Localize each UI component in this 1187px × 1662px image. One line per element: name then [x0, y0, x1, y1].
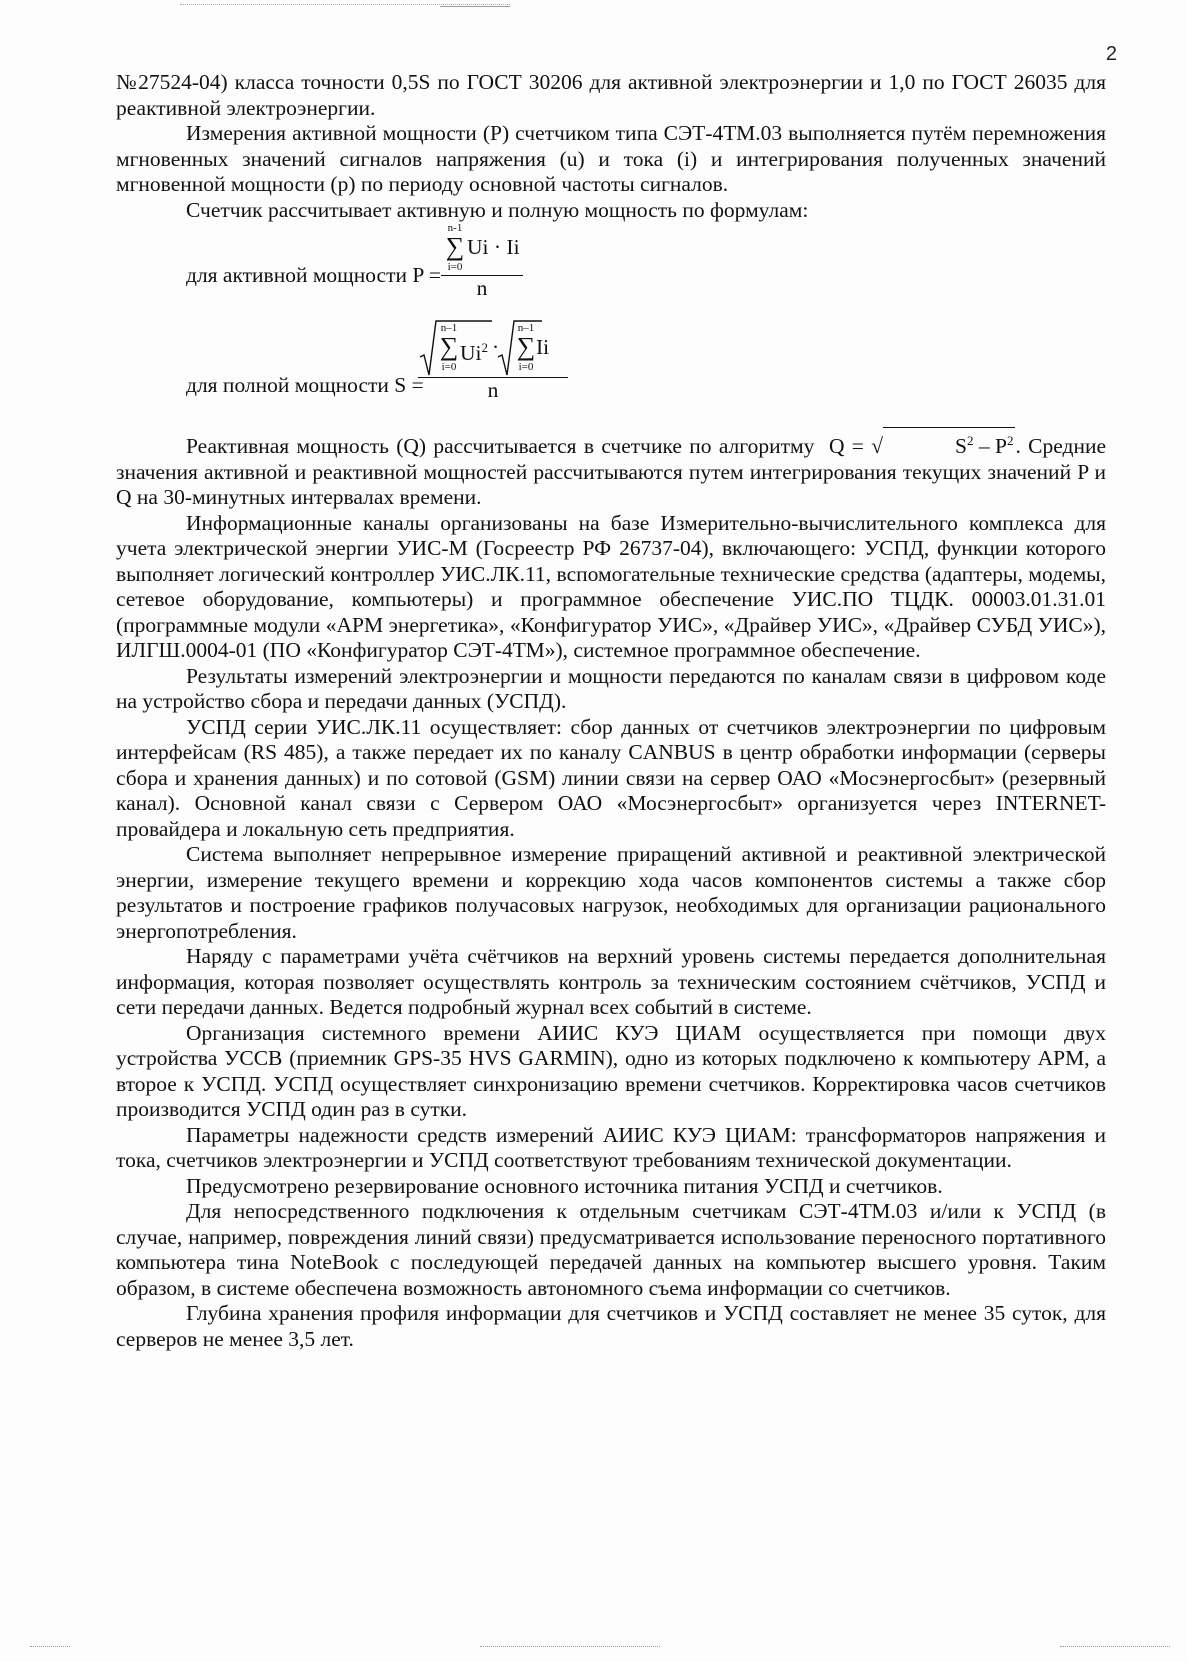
formula-full-power	[116, 313, 1106, 421]
scan-artifact-top-line	[440, 6, 510, 7]
paragraph-system-time: Организация системного времени АИИС КУЭ ЦИАМ осуществляется при помощи двух устройства УССВ (приемник GPS-35 HVS GARMIN), одно из которых подключено к компьютеру АРМ, а второе к УСПД. УСПД осуществляет синхронизацию времени счетчиков. Корректировка часов счетчиков производится УСПД один раз в сутки.	[116, 1020, 1106, 1122]
paragraph-info-channels: Информационные каналы организованы на базе Измерительно-вычислительного комплекса для учета электрической энергии УИС-М (Госреестр РФ 26737-04), включающего: УСПД, функции которого выполняет логический контроллер УИС.ЛК.11, вспомогательные технические средства (адаптеры, модемы, сетевое оборудование, компьютеры) и программное обеспечение УИС.ПО ТЦДК. 00003.01.31.01 (программные модули «АРМ энергетика», «Конфигуратор УИС», «Драйвер УИС», «Драйвер СУБД УИС»), ИЛГШ.0004-01 (ПО «Конфигуратор СЭТ-4ТМ»), системное программное обеспечение.	[116, 510, 1106, 663]
sigma-symbol: ∑	[439, 332, 459, 361]
document-body	[116, 70, 1106, 1352]
formula-p-numerator: Ui · Ii	[467, 235, 520, 259]
formula-active-power	[116, 223, 1106, 313]
paragraph-reactive	[116, 427, 1106, 511]
scan-artifact-bottom-center	[480, 1646, 660, 1648]
paragraph-parameters: Наряду с параметрами учёта счётчиков на верхний уровень системы передается дополнительная информация, которая позволяет осуществлять контроль за техническим состоянием счётчиков, УСПД и сети передачи данных. Ведется подробный журнал всех событий в системе.	[116, 944, 1106, 1020]
formula-p-fraction	[441, 223, 523, 302]
paragraph-reliability: Параметры надежности средств измерений АИИС КУЭ ЦИАМ: трансформаторов напряжения и тока, счетчиков электроэнергии и УСПД соответствуют требованиям технической документации.	[116, 1122, 1106, 1173]
reactive-text-b: . Средние значения активной и реактивной мощностей рассчитываются путем интегрирования текущих значений P и Q на 30-минутных интервалах времени.	[116, 434, 1107, 510]
formula-p-lower-limit: i=0	[447, 260, 463, 273]
formula-s-term-ii: Ii	[536, 335, 550, 359]
sigma-symbol: ∑	[445, 232, 465, 261]
sigma-symbol-2: ∑	[516, 332, 536, 361]
formula-s-fraction	[418, 317, 568, 404]
formula-s-upper-limit: n–1	[440, 322, 458, 334]
scan-artifact-bottom-left	[30, 1646, 70, 1648]
formula-p-label: для активной мощности P =	[186, 263, 442, 287]
formula-p-upper-limit: n-1	[447, 222, 463, 234]
formula-s-dot: ·	[492, 335, 500, 359]
formula-p-denominator: n	[476, 276, 488, 300]
reactive-text-a: Реактивная мощность (Q) рассчитывается в счетчике по алгоритму	[186, 434, 815, 459]
paragraph-results: Результаты измерений электроэнергии и мощности передаются по каналам связи в цифровом коде на устройство сбора и передачи данных (УСПД).	[116, 663, 1106, 714]
paragraph-notebook: Для непосредственного подключения к отдельным счетчикам СЭТ-4ТМ.03 и/или к УСПД (в случае, например, повреждения линий связи) предусматривается использование переносного портативного компьютера тина NoteBook с последующей передачей данных на компьютер высшего уровня. Таким образом, в системе обеспечена возможность автономного съема информации со счетчиков.	[116, 1199, 1106, 1300]
paragraph-uspd: УСПД серии УИС.ЛК.11 осуществляет: сбор данных от счетчиков электроэнергии по цифровым интерфейсам (RS 485), а также передает их по каналу CANBUS в центр обработки информации (серверы сбора и хранения данных) и по сотовой (GSM) линии связи на сервер ОАО «Мосэнергосбыт» (резервный канал). Основной канал связи с Сервером ОАО «Мосэнергосбыт» организуется через INTERNET-провайдера и локальную сеть предприятия.	[116, 714, 1106, 841]
paragraph-intro: №27524-04) класса точности 0,5S по ГОСТ 30206 для активной электроэнергии и 1,0 по ГОСТ 26035 для реактивной электроэнергии.	[116, 70, 1106, 120]
page-number: 2	[1105, 43, 1117, 65]
formula-s-term-ui: Ui$^2$	[460, 340, 488, 366]
formula-s-denominator: n	[487, 378, 499, 402]
formula-s-lower-limit-2: i=0	[518, 360, 534, 373]
paragraph-reserve-power: Предусмотрено резервирование основного источника питания УСПД и счетчиков.	[186, 1173, 943, 1198]
formula-reactive: Q = √ $S^2 - P^2$	[829, 434, 1016, 458]
formula-s-label: для полной мощности S =	[186, 373, 424, 397]
paragraph-system: Система выполняет непрерывное измерение приращений активной и реактивной электрической энергии, измерение текущего времени и коррекцию хода часов компонентов системы а также сбор результатов и построение графиков получасовых нагрузок, необходимых для организации рационального энергопотребления.	[116, 842, 1106, 943]
scan-artifact-bottom-right	[1060, 1646, 1170, 1648]
paragraph-storage-depth: Глубина хранения профиля информации для счетчиков и УСПД составляет не менее 35 суток, для серверов не менее 3,5 лет.	[116, 1301, 1106, 1351]
paragraph-formulas-intro: Счетчик рассчитывает активную и полную мощность по формулам:	[186, 197, 809, 222]
formula-s-lower-limit: i=0	[441, 360, 457, 373]
paragraph-measurement: Измерения активной мощности (P) счетчиком типа СЭТ-4ТМ.03 выполняется путём перемножения мгновенных значений сигналов напряжения (u) и тока (i) и интегрирования полученных значений мгновенной мощности (p) по периоду основной частоты сигналов.	[116, 121, 1106, 196]
formula-s-upper-limit-2: n–1	[517, 322, 535, 334]
